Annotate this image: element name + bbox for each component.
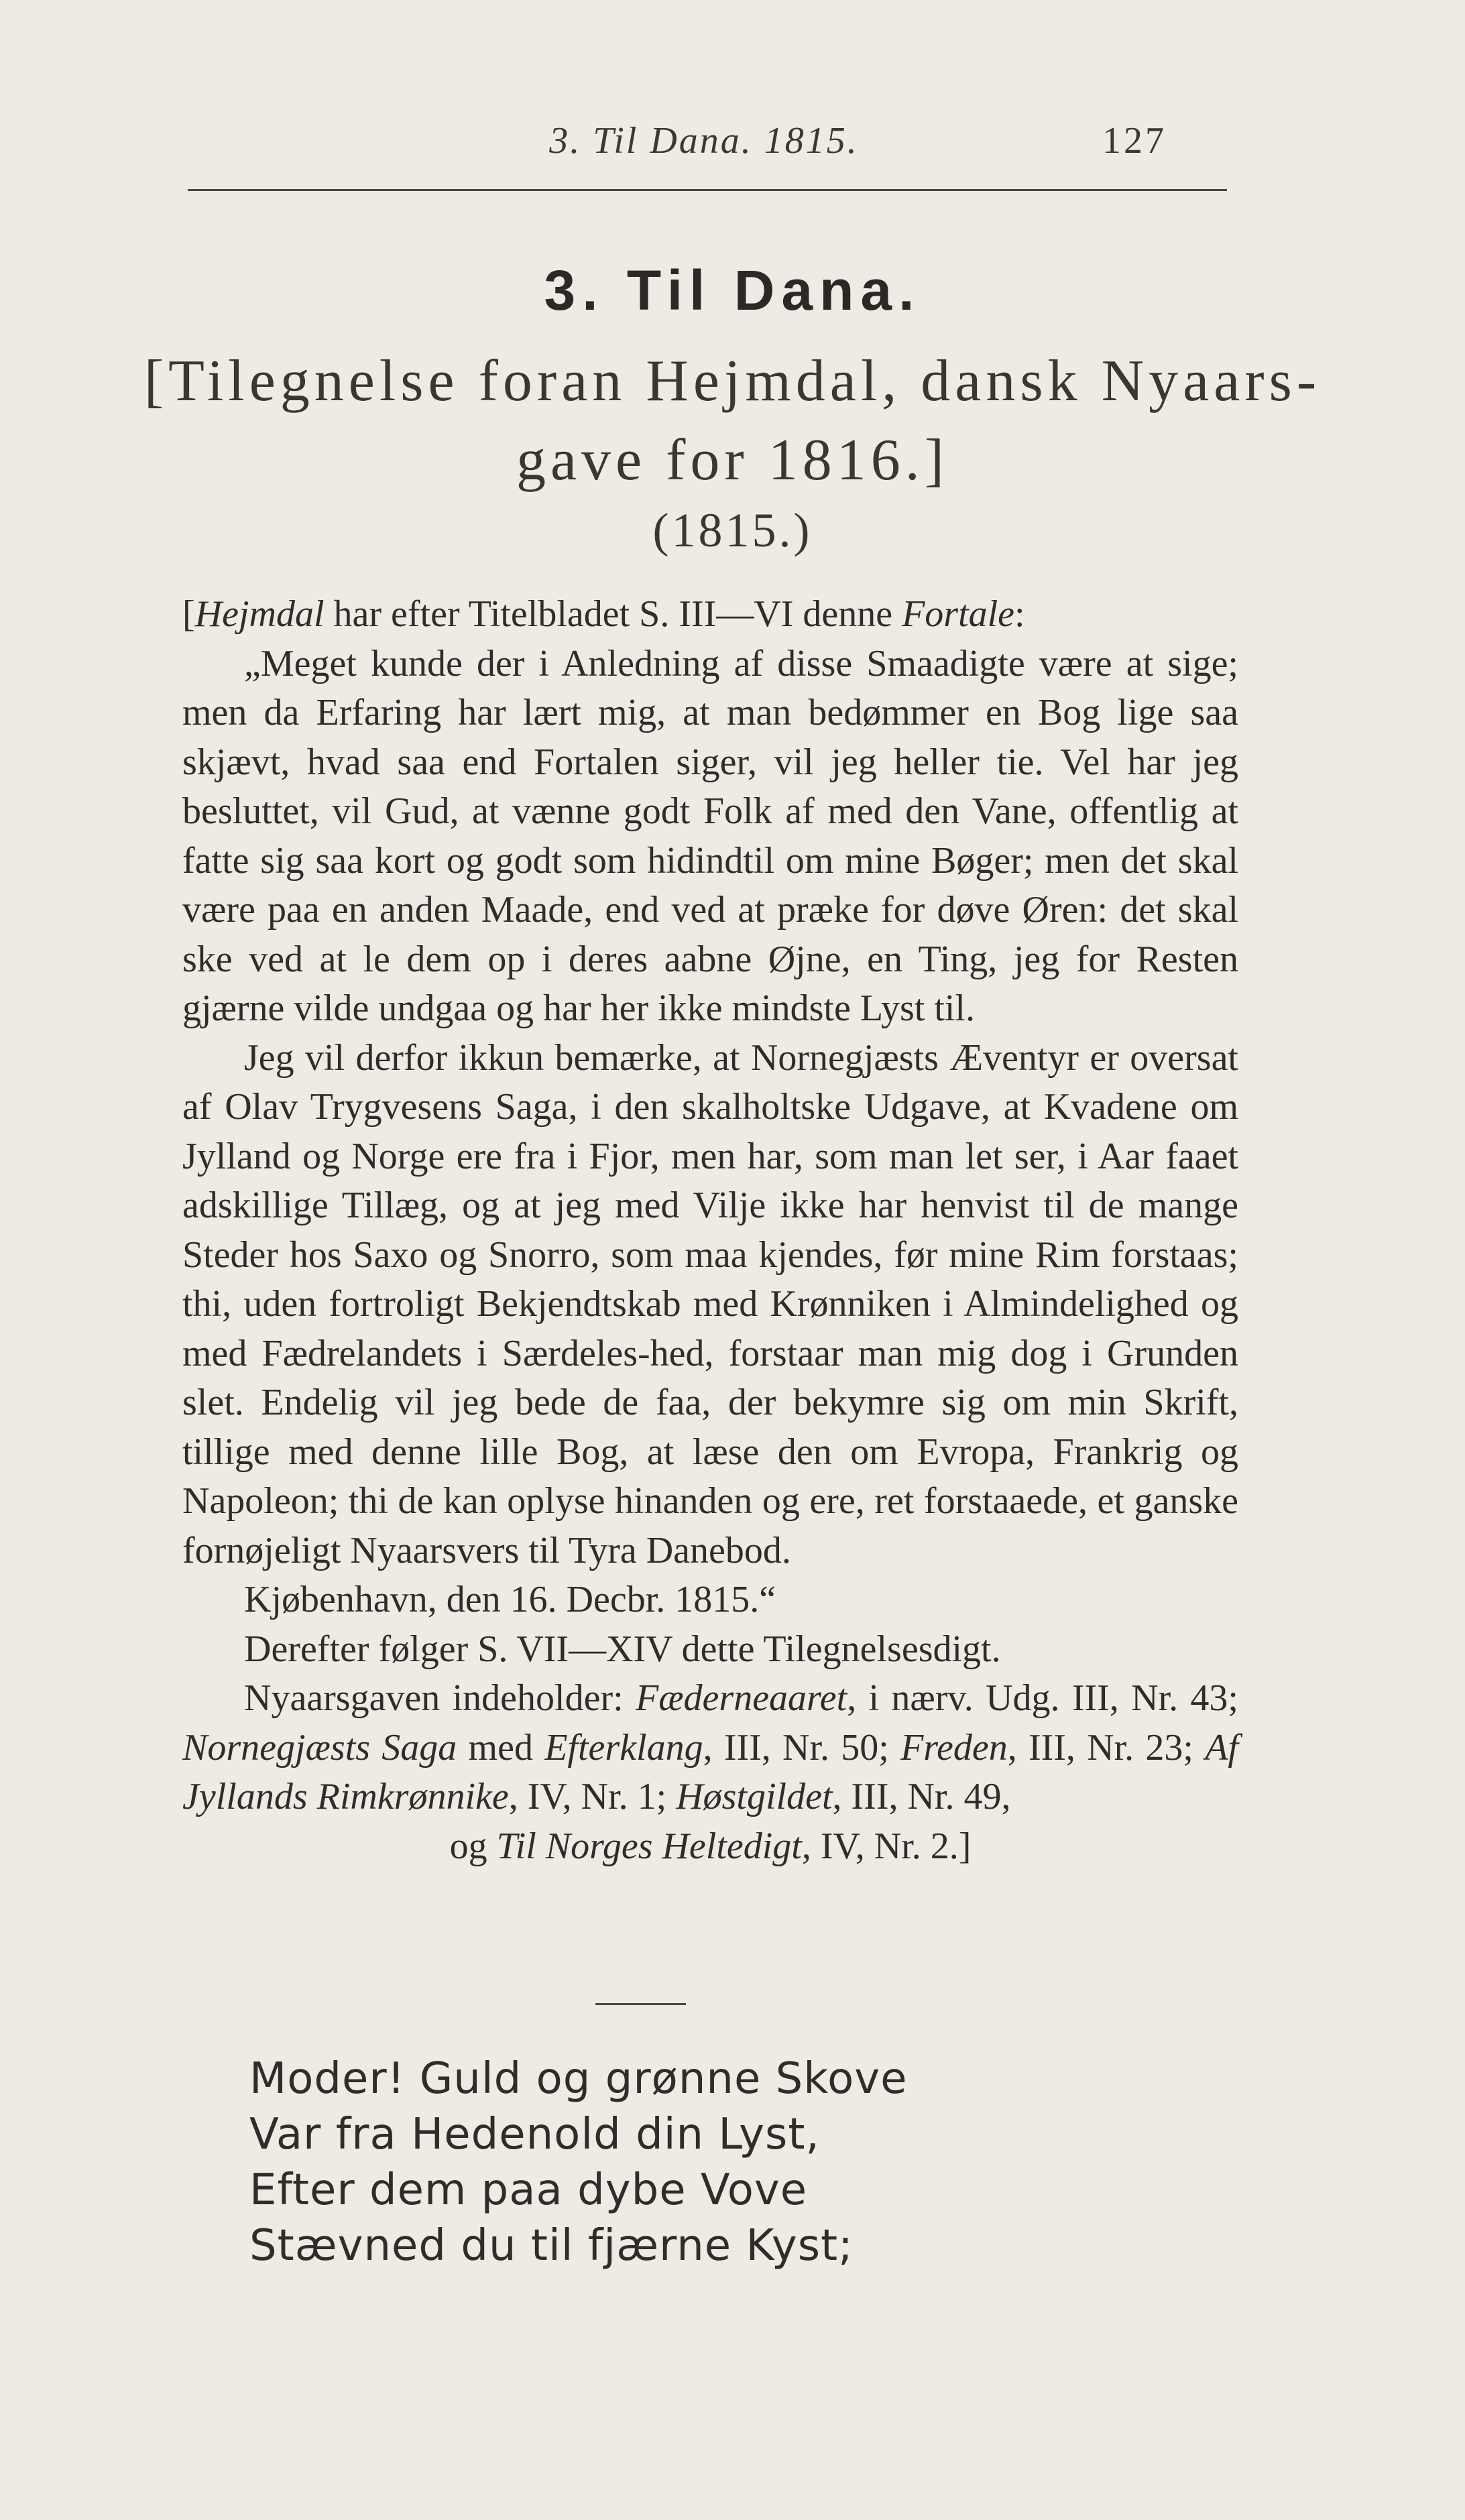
italic-fortale: Fortale bbox=[902, 593, 1015, 635]
contents-text: , III, Nr. 23; bbox=[1007, 1726, 1206, 1768]
contents-text: , i nærv. Udg. III, Nr. 43; bbox=[847, 1677, 1238, 1719]
header-rule bbox=[188, 189, 1227, 191]
intro-colon: : bbox=[1014, 593, 1025, 635]
note-paragraph-signature: Kjøbenhavn, den 16. Decbr. 1815.“ bbox=[244, 1579, 776, 1620]
contents-text: med bbox=[457, 1726, 545, 1768]
contents-title: Freden bbox=[900, 1726, 1008, 1768]
page-number: 127 bbox=[1102, 120, 1167, 162]
subtitle-line-2: gave for 1816.] bbox=[516, 428, 949, 493]
intro-text: har efter Titelbladet S. III—VI denne bbox=[324, 593, 902, 635]
contents-title: Af Jyllands Rimkrønnike bbox=[182, 1726, 1238, 1817]
poem-subtitle bbox=[0, 342, 1465, 500]
note-paragraph-quote-1: „Meget kunde der i Anledning af disse Smaadigte være at sige; men da Erfaring har lært mig, at man bedømmer en Bog lige saa skjævt, hvad saa end Fortalen siger, vil jeg heller tie. Vel har jeg besluttet, vil Gud, at vænne godt Folk af med den Vane, offentlig at fatte sig saa kort og godt som hidindtil om mine Bøger; men det skal være paa en anden Maade, end ved at præke for døve Øren: det skal ske ved at le dem op i deres aabne Øjne, en Ting, jeg for Resten gjærne vilde undgaa og har her ikke mindste Lyst til. bbox=[182, 642, 1238, 1029]
poem-line-4: Stævned du til fjærne Kyst; bbox=[249, 2221, 854, 2271]
contents-text: , III, Nr. 49, bbox=[832, 1776, 1011, 1817]
note-paragraph-contents bbox=[182, 1674, 1238, 1822]
note-paragraph-quote-2: Jeg vil derfor ikkun bemærke, at Nornegjæsts Æventyr er oversat af Olav Trygvesens Saga, i den skalholtske Udgave, at Kvadene om Jylland og Norge ere fra i Fjor, men har, som man let ser, i Aar faaet adskillige Tillæg, og at jeg med Vilje ikke har henvist til de mange Steder hos Saxo og Snorro, som maa kjendes, før mine Rim forstaas; thi, uden fortroligt Bekjendtskab med Krønniken i Almindelighed og med Fædrelandets i Særdeles-hed, forstaar man mig dog i Grunden slet. Endelig vil jeg bede de faa, der bekymre sig om min Skrift, tillige med denne lille Bog, at læse den om Evropa, Frankrig og Napoleon; thi de kan oplyse hinanden og ere, ret forstaaede, et ganske fornøjeligt Nyaarsvers til Tyra Danebod. bbox=[182, 1036, 1238, 1571]
bracket-open: [ bbox=[182, 593, 195, 635]
running-head-title: 3. Til Dana. 1815. bbox=[549, 120, 859, 162]
poem-line-3: Efter dem paa dybe Vove bbox=[249, 2165, 808, 2215]
contents-title: Fæderneaaret bbox=[635, 1677, 847, 1719]
section-divider bbox=[595, 2003, 686, 2005]
contents-title: Til Norges Heltedigt bbox=[496, 1825, 802, 1867]
contents-text: og bbox=[449, 1825, 497, 1867]
contents-title: Efterklang bbox=[544, 1726, 703, 1768]
contents-title: Høstgildet bbox=[676, 1776, 833, 1817]
poem-year: (1815.) bbox=[652, 503, 813, 557]
note-paragraph-contents-end bbox=[182, 1822, 1238, 1872]
note-paragraph-intro bbox=[182, 590, 1238, 640]
contents-title: Nornegjæsts Saga bbox=[182, 1726, 457, 1768]
contents-text: , IV, Nr. 2.] bbox=[801, 1825, 972, 1867]
contents-text: , III, Nr. 50; bbox=[703, 1726, 901, 1768]
note-paragraph-following: Derefter følger S. VII—XIV dette Tilegnelsesdigt. bbox=[244, 1628, 1001, 1670]
poem-line-1: Moder! Guld og grønne Skove bbox=[249, 2054, 908, 2104]
poem-line-2: Var fra Hedenold din Lyst, bbox=[249, 2110, 820, 2159]
poem-stanza bbox=[249, 2051, 907, 2274]
poem-title: 3. Til Dana. bbox=[544, 259, 921, 322]
contents-text: Nyaarsgaven indeholder: bbox=[244, 1677, 636, 1719]
italic-hejmdal: Hejmdal bbox=[194, 593, 325, 635]
contents-text: , IV, Nr. 1; bbox=[508, 1776, 677, 1817]
running-head bbox=[181, 119, 1227, 173]
subtitle-line-1: [Tilegnelse foran Hejmdal, dansk Nyaars- bbox=[143, 349, 1322, 414]
editorial-note bbox=[182, 590, 1238, 1871]
